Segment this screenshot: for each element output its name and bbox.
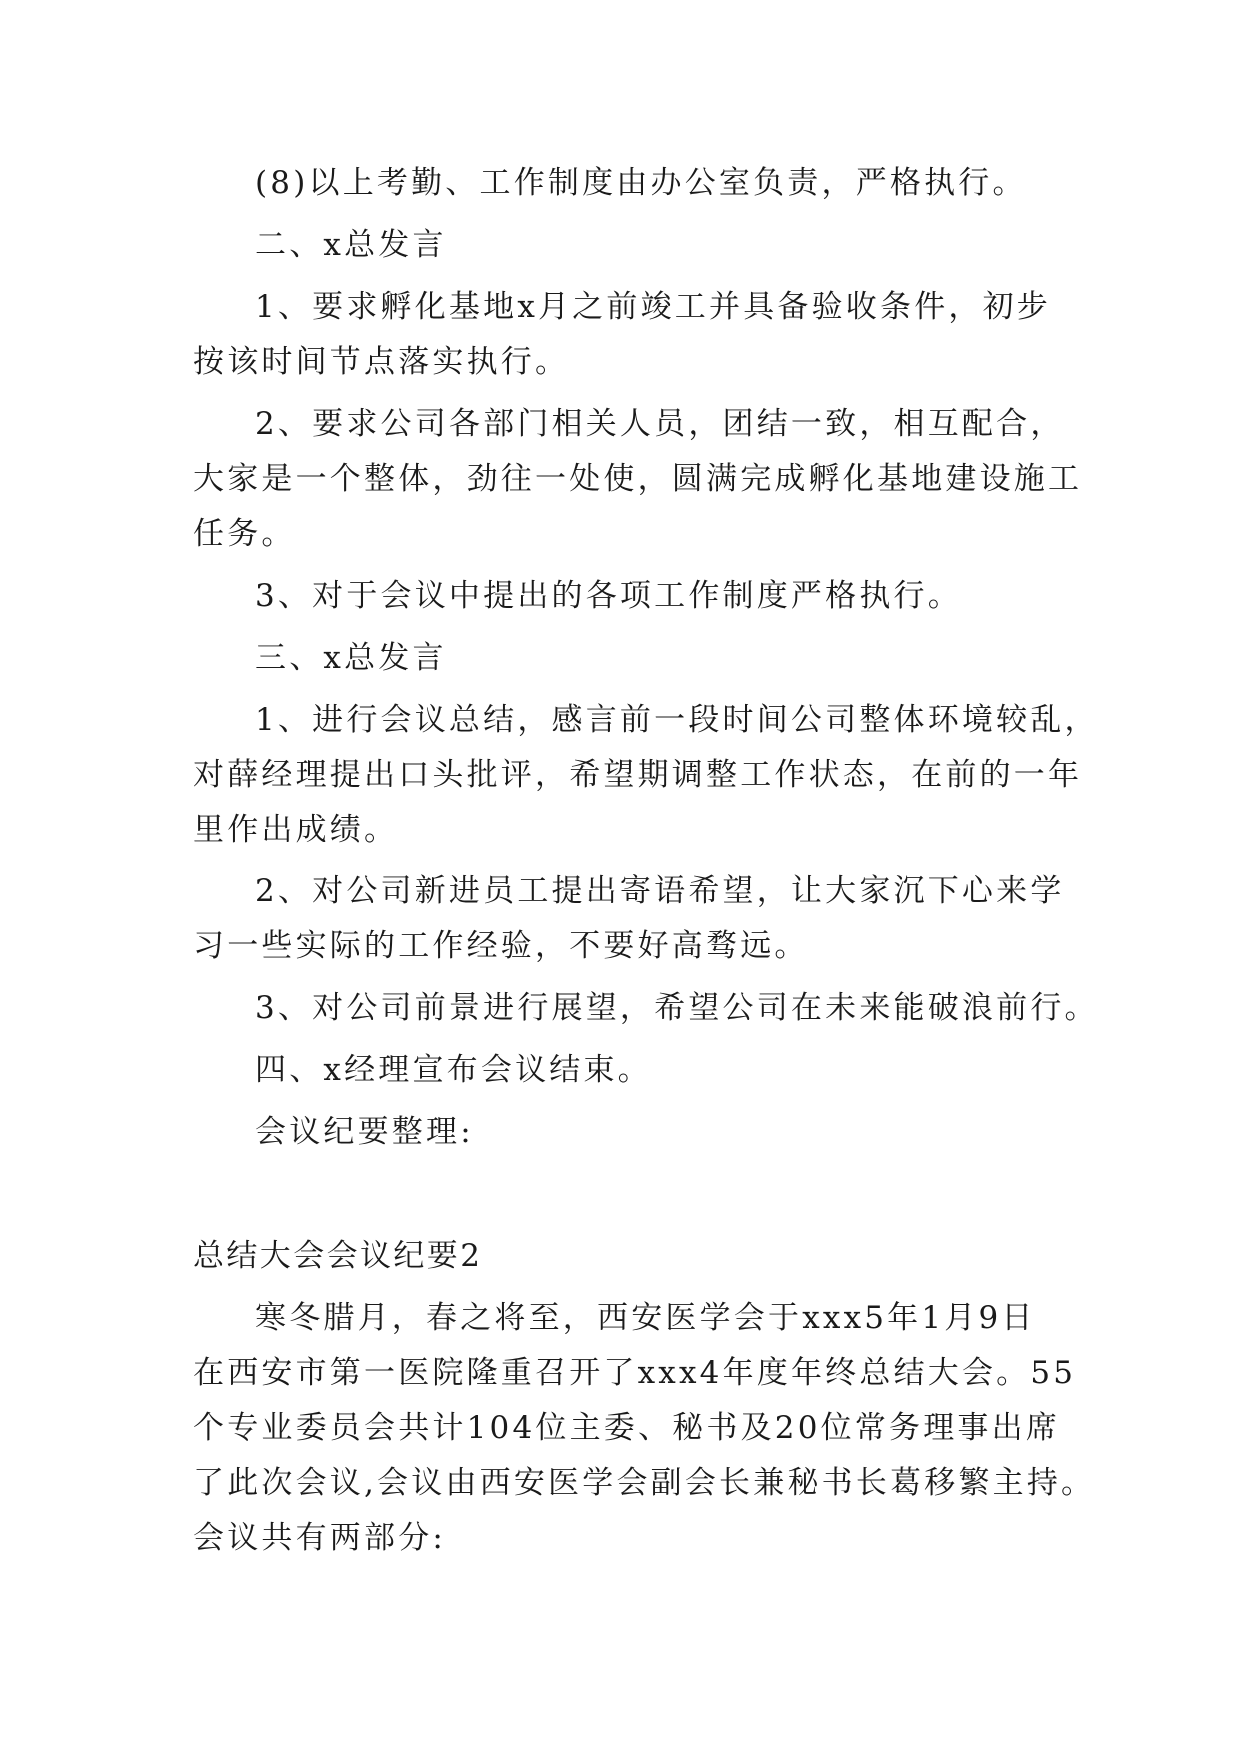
paragraph-line: 1、进行会议总结，感言前一段时间公司整体环境较乱，: [255, 702, 1099, 738]
paragraph-line: 2、对公司新进员工提出寄语希望，让大家沉下心来学: [255, 873, 1065, 909]
paragraph-line: 会议共有两部分:: [193, 1520, 447, 1556]
paragraph-line: 3、对公司前景进行展望，希望公司在未来能破浪前行。: [255, 990, 1099, 1026]
paragraph-line: 在西安市第一医院隆重召开了xxx4年度年终总结大会。55: [193, 1355, 1077, 1391]
section-heading: 三、x总发言: [255, 640, 447, 676]
paragraph-line: 大家是一个整体，劲往一处使，圆满完成孵化基地建设施工: [193, 461, 1083, 497]
section-heading: 二、x总发言: [255, 227, 447, 263]
paragraph-line: 1、要求孵化基地x月之前竣工并具备验收条件，初步: [255, 289, 1052, 325]
paragraph-line: 按该时间节点落实执行。: [193, 344, 570, 380]
paragraph-line: 会议纪要整理:: [255, 1114, 474, 1150]
paragraph-line: 了此次会议,会议由西安医学会副会长兼秘书长葛移繁主持。: [193, 1465, 1096, 1501]
section-title: 总结大会会议纪要2: [193, 1238, 483, 1274]
paragraph-line: 3、对于会议中提出的各项工作制度严格执行。: [255, 578, 962, 614]
paragraph-line: 任务。: [193, 516, 296, 552]
paragraph-line: 对薛经理提出口头批评，希望期调整工作状态，在前的一年: [193, 757, 1083, 793]
paragraph-line: 个专业委员会共计104位主委、秘书及20位常务理事出席: [193, 1410, 1061, 1446]
paragraph-line: (8)以上考勤、工作制度由办公室负责，严格执行。: [255, 165, 1027, 201]
paragraph-line: 四、x经理宣布会议结束。: [255, 1052, 652, 1088]
paragraph-line: 寒冬腊月，春之将至，西安医学会于xxx5年1月9日: [255, 1300, 1036, 1336]
paragraph-line: 习一些实际的工作经验，不要好高骛远。: [193, 928, 809, 964]
paragraph-line: 2、要求公司各部门相关人员，团结一致，相互配合，: [255, 406, 1065, 442]
paragraph-line: 里作出成绩。: [193, 812, 399, 848]
